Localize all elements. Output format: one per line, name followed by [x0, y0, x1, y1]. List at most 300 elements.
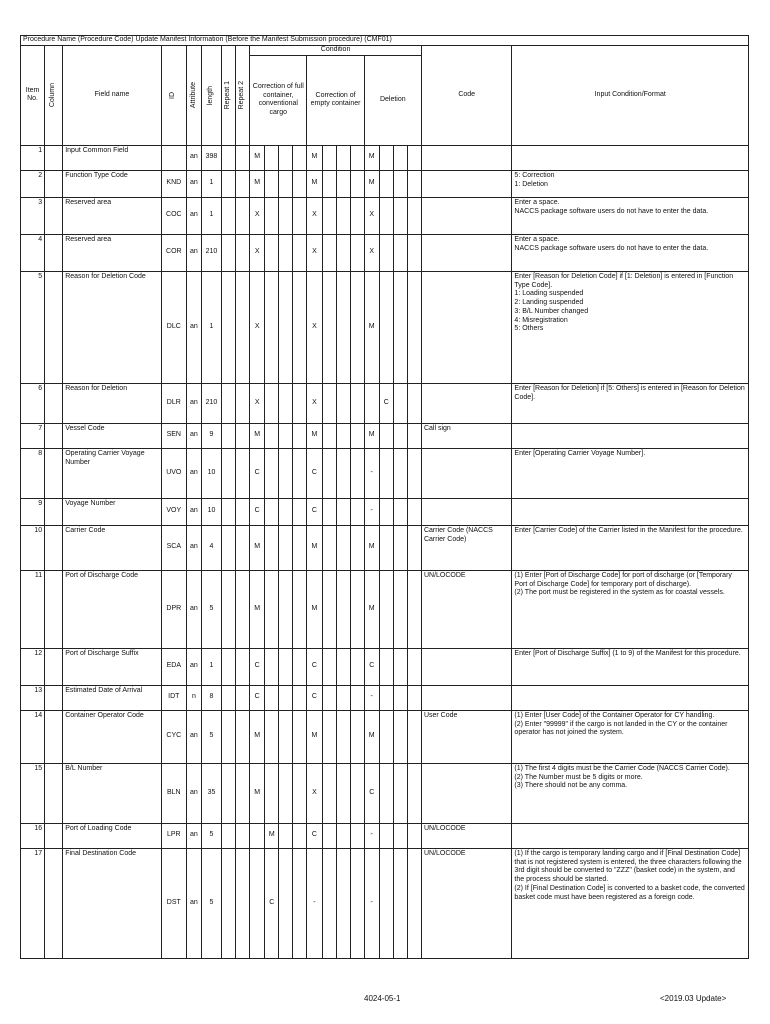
- cond-full-cell: [265, 525, 279, 570]
- column-cell: [45, 710, 63, 763]
- id-cell: KND: [161, 170, 186, 197]
- cond-empty-cell: [322, 234, 336, 271]
- cond-deletion-cell: M: [364, 423, 379, 448]
- header-cond-full: Correction of full container, conventional cargo: [250, 55, 307, 145]
- cond-deletion-cell: [379, 763, 393, 823]
- column-cell: [45, 525, 63, 570]
- column-cell: [45, 234, 63, 271]
- cond-full-cell: [265, 234, 279, 271]
- cond-full-cell: C: [250, 648, 265, 685]
- cond-deletion-cell: C: [379, 383, 393, 423]
- item-no-cell: 13: [21, 685, 45, 710]
- cond-deletion-cell: -: [364, 823, 379, 848]
- cond-empty-cell: [336, 170, 350, 197]
- cond-full-cell: [293, 763, 307, 823]
- input-condition-cell: 5: Correction 1: Deletion: [512, 170, 749, 197]
- cond-full-cell: [265, 271, 279, 383]
- attribute-cell: an: [186, 763, 201, 823]
- attribute-cell: an: [186, 710, 201, 763]
- cond-deletion-cell: [379, 823, 393, 848]
- attribute-cell: an: [186, 145, 201, 170]
- cond-full-cell: M: [265, 823, 279, 848]
- attribute-cell: an: [186, 570, 201, 648]
- cond-deletion-cell: -: [364, 848, 379, 958]
- column-cell: [45, 145, 63, 170]
- cond-empty-cell: [322, 145, 336, 170]
- length-cell: 4: [201, 525, 221, 570]
- cond-full-cell: [293, 498, 307, 525]
- attribute-cell: an: [186, 648, 201, 685]
- column-cell: [45, 271, 63, 383]
- table-row: [21, 383, 749, 423]
- cond-full-cell: [293, 383, 307, 423]
- cond-empty-cell: [322, 525, 336, 570]
- cond-deletion-cell: [393, 685, 407, 710]
- field-name-cell: Estimated Date of Arrival: [63, 685, 162, 710]
- cond-deletion-cell: [393, 423, 407, 448]
- procedure-value: Update Manifest Information (Before the Manifest Submission procedure) (CMF01): [135, 36, 392, 43]
- item-no-cell: 7: [21, 423, 45, 448]
- item-no-cell: 16: [21, 823, 45, 848]
- procedure-label: Procedure Name (Procedure Code): [23, 36, 134, 43]
- cond-deletion-cell: [393, 848, 407, 958]
- cond-deletion-cell: [379, 570, 393, 648]
- code-cell: [421, 648, 511, 685]
- cond-deletion-cell: [407, 498, 421, 525]
- length-cell: 5: [201, 848, 221, 958]
- cond-full-cell: [293, 271, 307, 383]
- cond-full-cell: [265, 570, 279, 648]
- column-cell: [45, 498, 63, 525]
- cond-empty-cell: M: [307, 145, 322, 170]
- cond-empty-cell: [350, 145, 364, 170]
- cond-deletion-cell: [393, 823, 407, 848]
- cond-deletion-cell: [407, 525, 421, 570]
- repeat2-cell: [236, 383, 250, 423]
- repeat1-cell: [222, 570, 236, 648]
- cond-empty-cell: [350, 685, 364, 710]
- cond-deletion-cell: [379, 271, 393, 383]
- field-name-cell: Operating Carrier Voyage Number: [63, 448, 162, 498]
- cond-full-cell: M: [250, 710, 265, 763]
- code-cell: [421, 498, 511, 525]
- repeat2-cell: [236, 170, 250, 197]
- id-cell: IDT: [161, 685, 186, 710]
- item-no-cell: 8: [21, 448, 45, 498]
- cond-full-cell: [279, 170, 293, 197]
- update-note: <2019.03 Update>: [660, 994, 727, 1003]
- cond-full-cell: X: [250, 383, 265, 423]
- cond-empty-cell: X: [307, 763, 322, 823]
- cond-empty-cell: [350, 648, 364, 685]
- field-name-cell: Carrier Code: [63, 525, 162, 570]
- cond-empty-cell: [350, 383, 364, 423]
- field-name-cell: Reason for Deletion Code: [63, 271, 162, 383]
- cond-deletion-cell: M: [364, 710, 379, 763]
- field-name-cell: Voyage Number: [63, 498, 162, 525]
- header-column: Column: [49, 83, 57, 108]
- cond-full-cell: [293, 823, 307, 848]
- table-row: [21, 197, 749, 234]
- repeat2-cell: [236, 823, 250, 848]
- length-cell: 9: [201, 423, 221, 448]
- cond-full-cell: [265, 423, 279, 448]
- cond-deletion-cell: [393, 763, 407, 823]
- length-cell: 10: [201, 448, 221, 498]
- column-cell: [45, 685, 63, 710]
- cond-full-cell: [265, 648, 279, 685]
- cond-full-cell: [293, 648, 307, 685]
- column-cell: [45, 570, 63, 648]
- cond-deletion-cell: M: [364, 271, 379, 383]
- item-no-cell: 3: [21, 197, 45, 234]
- column-cell: [45, 423, 63, 448]
- cond-full-cell: [279, 383, 293, 423]
- cond-full-cell: [293, 525, 307, 570]
- column-cell: [45, 448, 63, 498]
- table-row: [21, 763, 749, 823]
- input-condition-cell: [512, 685, 749, 710]
- cond-empty-cell: [350, 525, 364, 570]
- cond-empty-cell: [336, 383, 350, 423]
- cond-empty-cell: C: [307, 685, 322, 710]
- cond-full-cell: [293, 848, 307, 958]
- field-name-cell: Port of Loading Code: [63, 823, 162, 848]
- attribute-cell: an: [186, 423, 201, 448]
- attribute-cell: an: [186, 498, 201, 525]
- cond-empty-cell: [336, 525, 350, 570]
- repeat1-cell: [222, 234, 236, 271]
- cond-empty-cell: [322, 448, 336, 498]
- input-condition-cell: (1) Enter [User Code] of the Container Operator for CY handling. (2) Enter "99999" if the cargo is not landed in the CY or the container operator has not joined the system.: [512, 710, 749, 763]
- cond-empty-cell: [336, 448, 350, 498]
- cond-full-cell: X: [250, 234, 265, 271]
- repeat2-cell: [236, 685, 250, 710]
- repeat1-cell: [222, 525, 236, 570]
- field-name-cell: Function Type Code: [63, 170, 162, 197]
- cond-full-cell: [279, 234, 293, 271]
- cond-empty-cell: C: [307, 648, 322, 685]
- cond-full-cell: [265, 197, 279, 234]
- id-cell: COR: [161, 234, 186, 271]
- table-row: [21, 234, 749, 271]
- cond-full-cell: X: [250, 197, 265, 234]
- length-cell: 10: [201, 498, 221, 525]
- cond-full-cell: [279, 648, 293, 685]
- cond-deletion-cell: [379, 648, 393, 685]
- cond-deletion-cell: [393, 498, 407, 525]
- spec-table: [20, 35, 749, 959]
- cond-deletion-cell: [379, 197, 393, 234]
- cond-full-cell: [293, 170, 307, 197]
- length-cell: 1: [201, 271, 221, 383]
- cond-empty-cell: C: [307, 448, 322, 498]
- item-no-cell: 4: [21, 234, 45, 271]
- cond-deletion-cell: [379, 170, 393, 197]
- code-cell: Carrier Code (NACCS Carrier Code): [421, 525, 511, 570]
- repeat2-cell: [236, 448, 250, 498]
- cond-empty-cell: [350, 197, 364, 234]
- repeat2-cell: [236, 271, 250, 383]
- cond-empty-cell: [336, 848, 350, 958]
- length-cell: 1: [201, 170, 221, 197]
- column-cell: [45, 763, 63, 823]
- repeat2-cell: [236, 498, 250, 525]
- cond-deletion-cell: [379, 710, 393, 763]
- id-cell: SCA: [161, 525, 186, 570]
- table-row: [21, 710, 749, 763]
- cond-empty-cell: [336, 423, 350, 448]
- cond-deletion-cell: [379, 423, 393, 448]
- input-condition-cell: [512, 145, 749, 170]
- length-cell: 210: [201, 234, 221, 271]
- input-condition-cell: Enter [Carrier Code] of the Carrier listed in the Manifest for the procedure.: [512, 525, 749, 570]
- id-cell: DLC: [161, 271, 186, 383]
- cond-empty-cell: M: [307, 525, 322, 570]
- column-cell: [45, 383, 63, 423]
- repeat2-cell: [236, 648, 250, 685]
- table-row: [21, 525, 749, 570]
- input-condition-cell: Enter [Operating Carrier Voyage Number].: [512, 448, 749, 498]
- cond-full-cell: [265, 498, 279, 525]
- cond-full-cell: M: [250, 170, 265, 197]
- column-cell: [45, 823, 63, 848]
- cond-full-cell: [293, 197, 307, 234]
- table-row: [21, 823, 749, 848]
- cond-deletion-cell: -: [364, 685, 379, 710]
- cond-empty-cell: [322, 763, 336, 823]
- header-cond-deletion: Deletion: [364, 55, 421, 145]
- cond-empty-cell: C: [307, 823, 322, 848]
- code-cell: [421, 271, 511, 383]
- cond-deletion-cell: [393, 234, 407, 271]
- cond-full-cell: [279, 498, 293, 525]
- cond-empty-cell: [350, 763, 364, 823]
- header-length: length: [207, 85, 215, 105]
- cond-full-cell: [279, 570, 293, 648]
- table-row: [21, 498, 749, 525]
- cond-empty-cell: [350, 710, 364, 763]
- attribute-cell: an: [186, 525, 201, 570]
- id-cell: DLR: [161, 383, 186, 423]
- attribute-cell: n: [186, 685, 201, 710]
- item-no-cell: 12: [21, 648, 45, 685]
- input-condition-cell: [512, 498, 749, 525]
- cond-full-cell: [293, 570, 307, 648]
- cond-deletion-cell: [379, 685, 393, 710]
- cond-empty-cell: [350, 271, 364, 383]
- cond-deletion-cell: [393, 710, 407, 763]
- attribute-cell: an: [186, 271, 201, 383]
- cond-empty-cell: [336, 234, 350, 271]
- cond-empty-cell: [336, 823, 350, 848]
- code-cell: UN/LOCODE: [421, 823, 511, 848]
- input-condition-cell: Enter a space. NACCS package software users do not have to enter the data.: [512, 234, 749, 271]
- cond-empty-cell: -: [307, 848, 322, 958]
- cond-empty-cell: [350, 498, 364, 525]
- cond-empty-cell: [322, 271, 336, 383]
- header-id: ID: [169, 91, 177, 99]
- item-no-cell: 17: [21, 848, 45, 958]
- code-cell: UN/LOCODE: [421, 848, 511, 958]
- cond-full-cell: [279, 685, 293, 710]
- cond-full-cell: [265, 145, 279, 170]
- table-row: [21, 685, 749, 710]
- cond-empty-cell: [322, 423, 336, 448]
- cond-full-cell: [265, 710, 279, 763]
- repeat2-cell: [236, 763, 250, 823]
- cond-deletion-cell: [379, 234, 393, 271]
- cond-deletion-cell: [407, 234, 421, 271]
- cond-deletion-cell: [393, 271, 407, 383]
- cond-empty-cell: [350, 823, 364, 848]
- cond-deletion-cell: M: [364, 525, 379, 570]
- table-row: [21, 448, 749, 498]
- code-cell: [421, 145, 511, 170]
- repeat2-cell: [236, 197, 250, 234]
- cond-empty-cell: [322, 685, 336, 710]
- item-no-cell: 6: [21, 383, 45, 423]
- input-condition-cell: Enter [Port of Discharge Suffix] (1 to 9) of the Manifest for this procedure.: [512, 648, 749, 685]
- header-attribute: Attribute: [189, 82, 197, 109]
- code-cell: [421, 234, 511, 271]
- cond-deletion-cell: [379, 145, 393, 170]
- item-no-cell: 1: [21, 145, 45, 170]
- cond-full-cell: [293, 423, 307, 448]
- cond-full-cell: [293, 145, 307, 170]
- cond-empty-cell: [350, 848, 364, 958]
- code-cell: [421, 383, 511, 423]
- code-cell: [421, 197, 511, 234]
- repeat2-cell: [236, 423, 250, 448]
- id-cell: DST: [161, 848, 186, 958]
- cond-empty-cell: [336, 145, 350, 170]
- header-code: Code: [421, 45, 511, 145]
- cond-deletion-cell: [407, 170, 421, 197]
- table-row: [21, 170, 749, 197]
- length-cell: 210: [201, 383, 221, 423]
- repeat1-cell: [222, 498, 236, 525]
- field-name-cell: Input Common Field: [63, 145, 162, 170]
- repeat1-cell: [222, 763, 236, 823]
- length-cell: 1: [201, 648, 221, 685]
- cond-full-cell: [279, 197, 293, 234]
- table-row: [21, 848, 749, 958]
- cond-empty-cell: [322, 848, 336, 958]
- cond-full-cell: M: [250, 423, 265, 448]
- cond-deletion-cell: [379, 848, 393, 958]
- cond-empty-cell: [350, 234, 364, 271]
- cond-deletion-cell: -: [364, 448, 379, 498]
- cond-deletion-cell: [407, 423, 421, 448]
- cond-full-cell: [250, 823, 265, 848]
- cond-empty-cell: [350, 570, 364, 648]
- field-name-cell: Port of Discharge Suffix: [63, 648, 162, 685]
- input-condition-cell: Enter [Reason for Deletion] if [5: Others] is entered in [Reason for Deletion Code].: [512, 383, 749, 423]
- table-row: [21, 271, 749, 383]
- id-cell: DPR: [161, 570, 186, 648]
- cond-deletion-cell: [407, 848, 421, 958]
- id-cell: UVO: [161, 448, 186, 498]
- cond-full-cell: M: [250, 525, 265, 570]
- cond-full-cell: [279, 848, 293, 958]
- field-name-cell: Vessel Code: [63, 423, 162, 448]
- cond-empty-cell: [336, 570, 350, 648]
- id-cell: BLN: [161, 763, 186, 823]
- repeat1-cell: [222, 197, 236, 234]
- cond-full-cell: [293, 685, 307, 710]
- cond-deletion-cell: [393, 170, 407, 197]
- length-cell: 5: [201, 823, 221, 848]
- cond-deletion-cell: [407, 763, 421, 823]
- cond-deletion-cell: M: [364, 145, 379, 170]
- cond-deletion-cell: [407, 823, 421, 848]
- cond-full-cell: M: [250, 763, 265, 823]
- attribute-cell: an: [186, 234, 201, 271]
- item-no-cell: 14: [21, 710, 45, 763]
- code-cell: UN/LOCODE: [421, 570, 511, 648]
- input-condition-cell: (1) Enter [Port of Discharge Code] for port of discharge (or [Temporary Port of Discharge Code] for temporary port of discharge). (2) The port must be registered in the system as for coastal vessels.: [512, 570, 749, 648]
- table-row: [21, 570, 749, 648]
- repeat2-cell: [236, 570, 250, 648]
- id-cell: [161, 145, 186, 170]
- cond-empty-cell: [322, 823, 336, 848]
- repeat1-cell: [222, 823, 236, 848]
- cond-full-cell: [293, 234, 307, 271]
- cond-full-cell: C: [265, 848, 279, 958]
- cond-deletion-cell: [379, 448, 393, 498]
- code-cell: [421, 763, 511, 823]
- length-cell: 398: [201, 145, 221, 170]
- length-cell: 8: [201, 685, 221, 710]
- cond-deletion-cell: -: [364, 498, 379, 525]
- column-cell: [45, 848, 63, 958]
- length-cell: 1: [201, 197, 221, 234]
- repeat1-cell: [222, 383, 236, 423]
- cond-deletion-cell: C: [364, 763, 379, 823]
- cond-empty-cell: [322, 498, 336, 525]
- cond-full-cell: [279, 448, 293, 498]
- attribute-cell: an: [186, 448, 201, 498]
- field-name-cell: Port of Discharge Code: [63, 570, 162, 648]
- cond-empty-cell: [336, 648, 350, 685]
- cond-full-cell: [279, 271, 293, 383]
- cond-empty-cell: C: [307, 498, 322, 525]
- field-name-cell: B/L Number: [63, 763, 162, 823]
- header-cond-empty: Correction of empty container: [307, 55, 364, 145]
- cond-deletion-cell: [407, 710, 421, 763]
- repeat2-cell: [236, 710, 250, 763]
- table-row: [21, 423, 749, 448]
- repeat1-cell: [222, 271, 236, 383]
- cond-deletion-cell: [407, 448, 421, 498]
- cond-deletion-cell: [379, 525, 393, 570]
- cond-deletion-cell: [407, 685, 421, 710]
- attribute-cell: an: [186, 823, 201, 848]
- cond-deletion-cell: X: [364, 234, 379, 271]
- item-no-cell: 9: [21, 498, 45, 525]
- cond-deletion-cell: [407, 197, 421, 234]
- cond-full-cell: C: [250, 448, 265, 498]
- repeat2-cell: [236, 234, 250, 271]
- cond-deletion-cell: [393, 197, 407, 234]
- cond-full-cell: [265, 448, 279, 498]
- cond-full-cell: [265, 383, 279, 423]
- input-condition-cell: Enter [Reason for Deletion Code] if [1: Deletion] is entered in [Function Type Code]. 1: Loading suspended 2: Landing suspended 3: B/L Number changed 4: Misregistration 5: Others: [512, 271, 749, 383]
- repeat1-cell: [222, 648, 236, 685]
- id-cell: VOY: [161, 498, 186, 525]
- code-cell: Call sign: [421, 423, 511, 448]
